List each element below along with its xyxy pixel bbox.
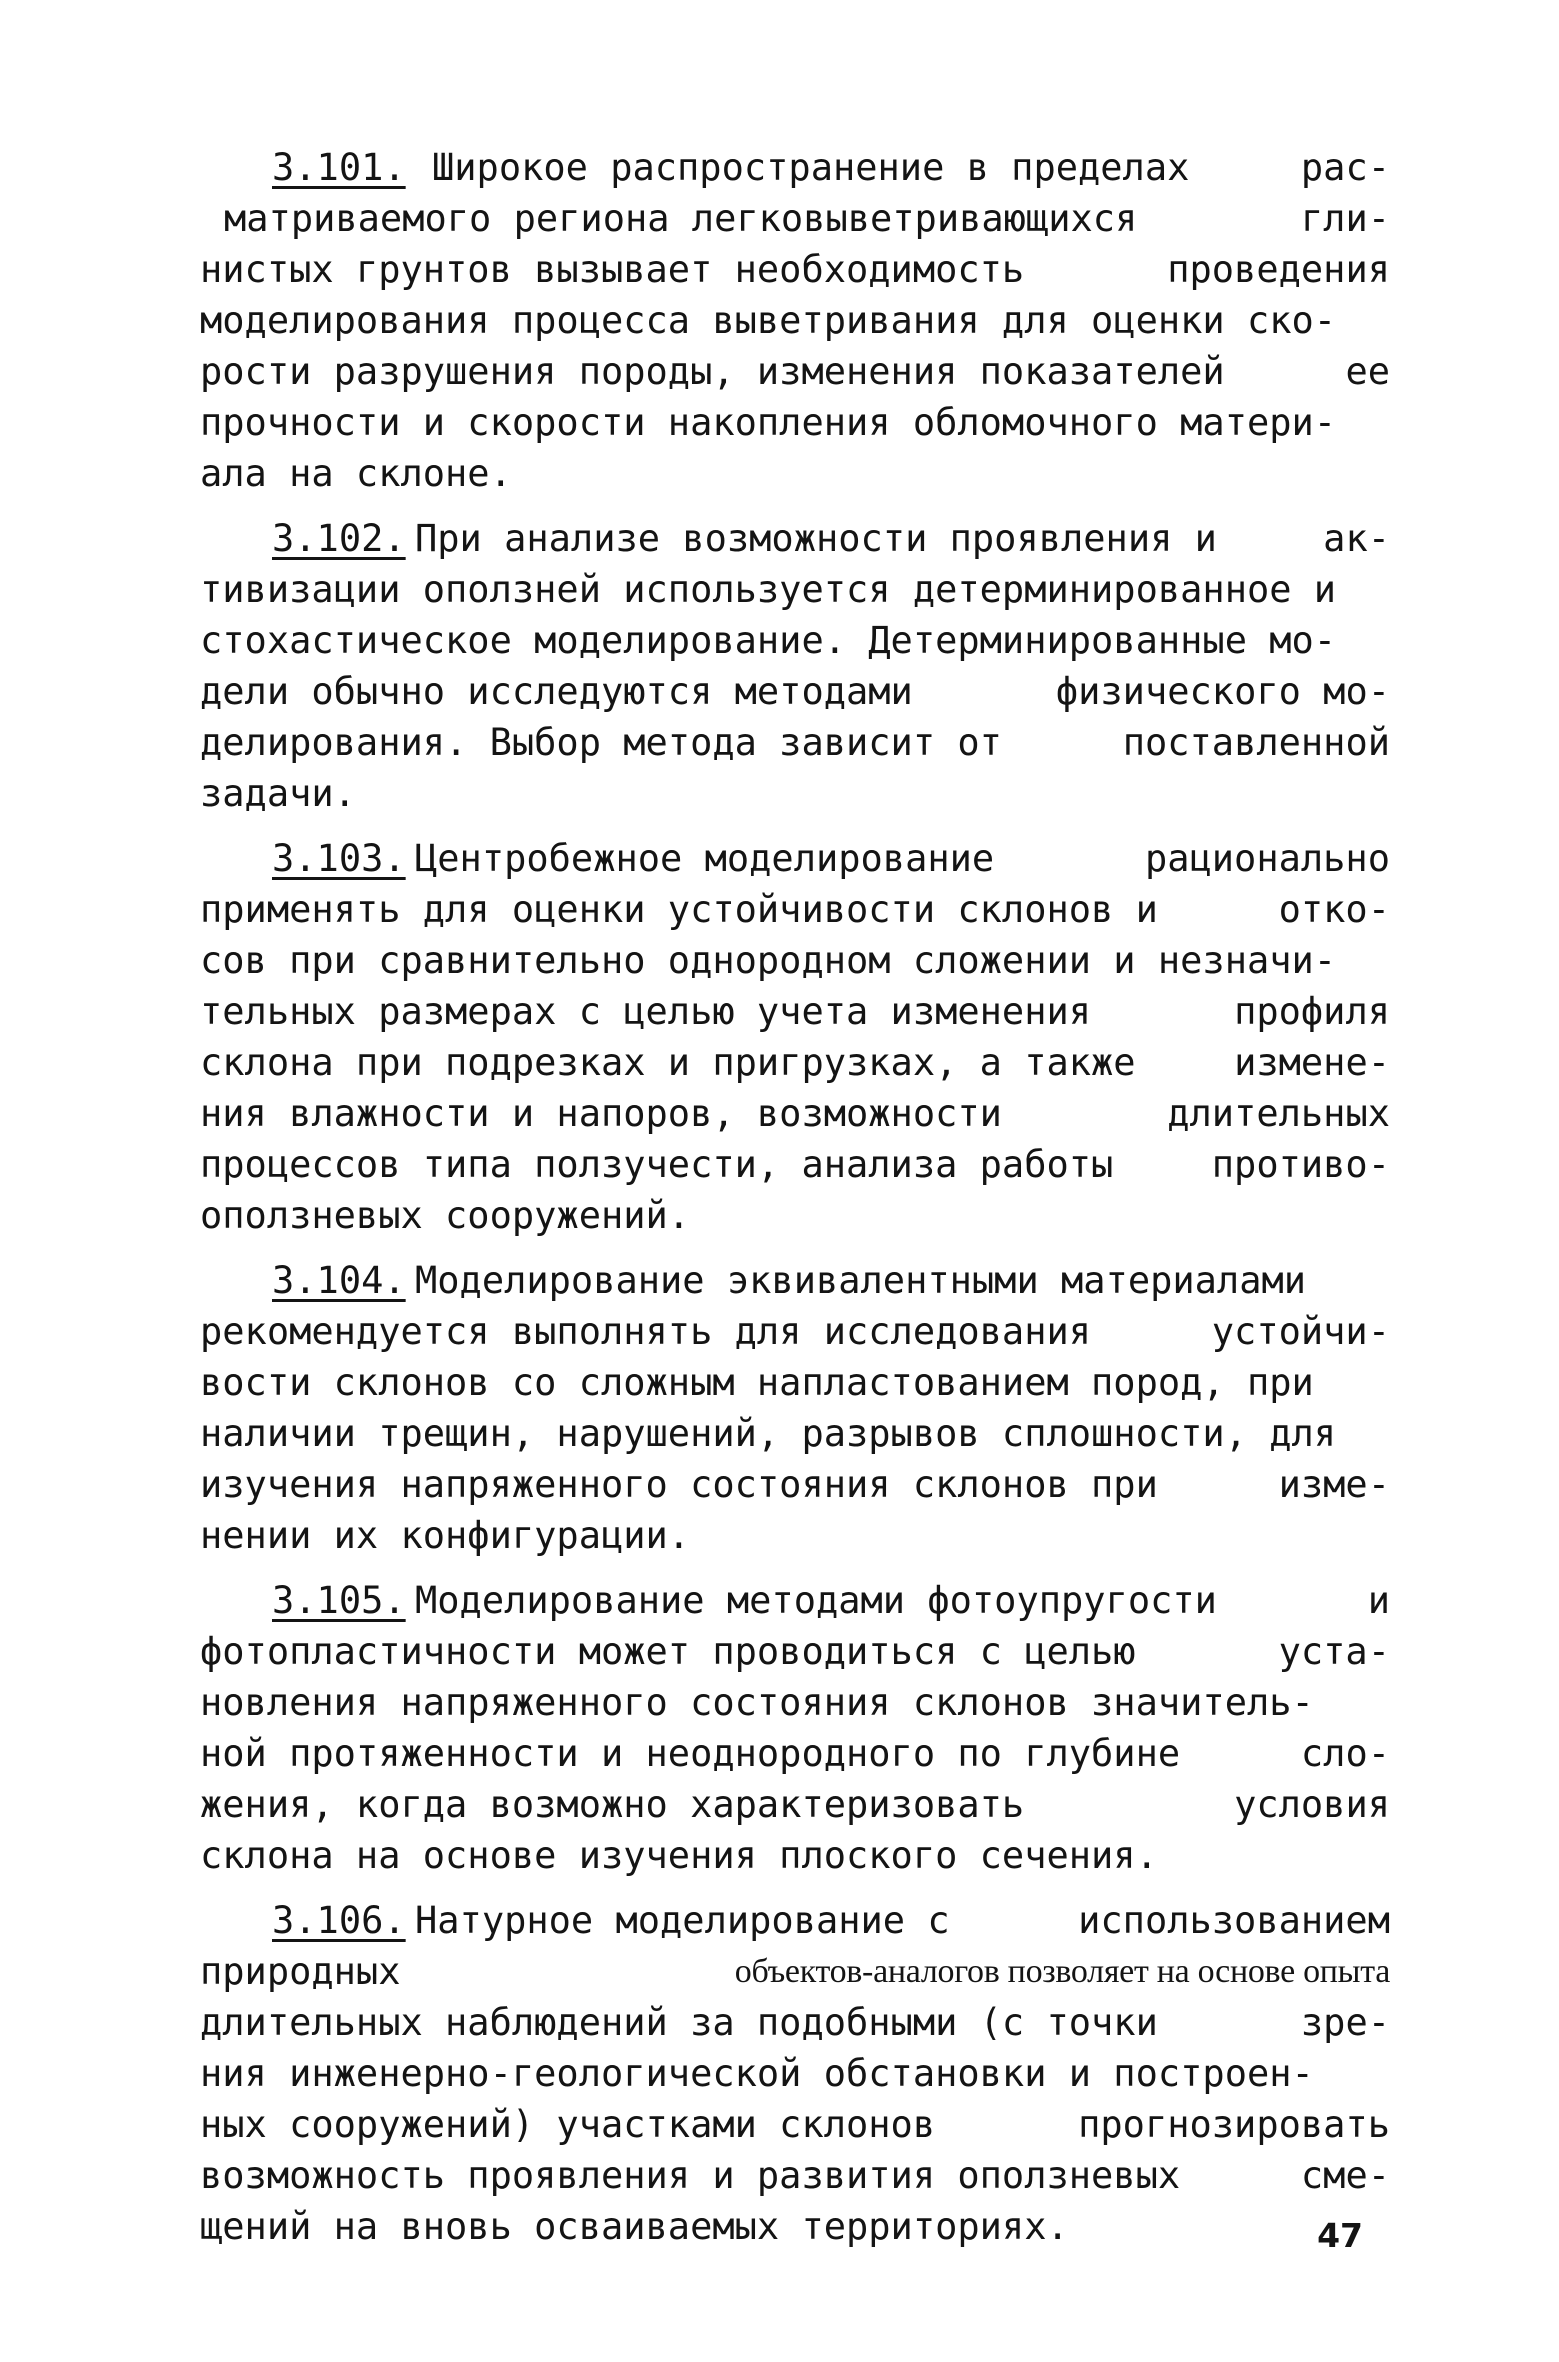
paragraph-line [200,2150,1390,2201]
line-tail: ак- [1323,517,1390,560]
paragraph-line [200,1306,1390,1357]
paragraph-line [200,884,1390,935]
line-text: матриваемого региона легковыветривающихся [224,197,1138,240]
section-number: 3.105. [272,1579,406,1622]
paragraph-line [200,1139,1390,1190]
paragraph-line [200,346,1390,397]
line-text: нистых грунтов вызывает необходимость [200,248,1025,291]
line-tail: физического мо- [1055,670,1390,713]
line-text: фотопластичности может проводиться с целью [200,1630,1136,1673]
line-text: нении их конфигурации. [200,1514,691,1557]
line-text: ной протяженности и неоднородного по глубине [200,1732,1181,1775]
paragraph-line [200,1190,1390,1241]
paragraph-line [200,1459,1390,1510]
line-text: Широкое распространение в пределах [432,146,1190,189]
paragraph-line [200,1408,1390,1459]
line-tail: и [1367,1579,1390,1622]
paragraph-line [200,768,1390,819]
line-text: природных [200,1950,401,1993]
line-text: рекомендуется выполнять для исследования [200,1310,1092,1353]
line-text: наличии трещин, нарушений, разрывов сплошности, для [200,1412,1337,1455]
paragraph-line [200,142,1390,193]
paragraph-line [200,935,1390,986]
paragraph-line [200,244,1390,295]
line-text: задачи. [200,772,356,815]
line-text: Натурное моделирование с [415,1899,950,1942]
paragraph-line [200,1830,1390,1881]
line-text: Центробежное моделирование [415,837,995,880]
line-text: длительных наблюдений за подобными (с точки [200,2001,1158,2044]
section-number: 3.102. [272,517,406,560]
paragraph-line [200,1255,1390,1306]
line-text: ных сооружений) участками склонов [200,2103,936,2146]
paragraph-line [200,1946,1390,1997]
line-text: Моделирование эквивалентными материалами [415,1259,1307,1302]
line-tail: профиля [1234,990,1390,1033]
line-text: прочности и скорости накопления обломочного матери- [200,401,1337,444]
line-text: щений на вновь осваиваемых территориях. [200,2205,1069,2248]
line-text: ния инженерно-геологической обстановки и построен- [200,2052,1314,2095]
section-number: 3.101. [272,146,406,189]
paragraph-line [200,717,1390,768]
line-tail: длительных [1167,1092,1390,1135]
line-text: тивизации оползней используется детерминированное и [200,568,1337,611]
section-number: 3.106. [272,1899,406,1942]
line-tail: отко- [1278,888,1390,931]
paragraph-line [200,2201,1390,2252]
paragraph-line [200,666,1390,717]
line-tail: рационально [1144,837,1390,880]
paragraph-line [200,1626,1390,1677]
section-number: 3.103. [272,837,406,880]
line-text: оползневых сооружений. [200,1194,691,1237]
line-text: вости склонов со сложным напластованием пород, при [200,1361,1314,1404]
line-tail: противо- [1211,1143,1390,1186]
line-text: моделирования процесса выветривания для оценки ско- [200,299,1337,342]
paragraph-line [200,448,1390,499]
line-tail: зре- [1300,2001,1390,2044]
section-number: 3.104. [272,1259,406,1302]
line-tail: сме- [1300,2154,1390,2197]
line-tail: проведения [1167,248,1390,291]
paragraph-line [200,2048,1390,2099]
paragraph-line [200,1895,1390,1946]
line-tail: изме- [1278,1463,1390,1506]
line-text: изучения напряженного состояния склонов при [200,1463,1158,1506]
line-text: делирования. Выбор метода зависит от [200,721,1002,764]
line-tail: прогнозировать [1078,2103,1390,2146]
paragraph-line [200,1037,1390,1088]
paragraph-line [200,513,1390,564]
line-text: ала на склоне. [200,452,512,495]
paragraph-line [200,1357,1390,1408]
paragraph-line [200,833,1390,884]
line-tail: использованием [1078,1899,1390,1942]
line-text: При анализе возможности проявления и [415,517,1217,560]
line-text: возможность проявления и развития оползневых [200,2154,1181,2197]
line-text: применять для оценки устойчивости склонов и [200,888,1158,931]
paragraph-line [200,1677,1390,1728]
paragraph-line [200,193,1390,244]
paragraph-line [200,295,1390,346]
line-text: дели обычно исследуются методами [200,670,913,713]
paragraph-line [200,1575,1390,1626]
paragraph-line [200,2099,1390,2150]
line-text: склона при подрезках и пригрузках, а также [200,1041,1136,1084]
paragraph-line [200,564,1390,615]
line-tail: сло- [1300,1732,1390,1775]
line-text: рости разрушения породы, изменения показателей [200,350,1225,393]
line-tail: рас- [1300,146,1390,189]
line-tail: условия [1234,1783,1390,1826]
line-text: жения, когда возможно характеризовать [200,1783,1025,1826]
paragraph-line [200,1088,1390,1139]
line-text: новления напряженного состояния склонов значитель- [200,1681,1314,1724]
body-text [200,142,1390,2252]
line-tail: уста- [1278,1630,1390,1673]
paragraph-line [200,986,1390,1037]
line-text: процессов типа ползучести, анализа работы [200,1143,1114,1186]
line-tail: гли- [1300,197,1390,240]
page-number: 47 [1317,2216,1363,2255]
line-text: Моделирование методами фотоупругости [415,1579,1217,1622]
line-text: стохастическое моделирование. Детерминированные мо- [200,619,1337,662]
line-text: ния влажности и напоров, возможности [200,1092,1002,1135]
line-tail: поставленной [1122,721,1390,764]
paragraph-line [200,615,1390,666]
line-text: склона на основе изучения плоского сечения. [200,1834,1158,1877]
line-tail: ее [1345,350,1390,393]
paragraph-line [200,1728,1390,1779]
line-text: тельных размерах с целью учета изменения [200,990,1092,1033]
paragraph-line [200,1779,1390,1830]
line-tail: объектов-аналогов позволяет на основе опыта [734,1953,1390,1990]
line-tail: измене- [1234,1041,1390,1084]
paragraph-line [200,1997,1390,2048]
paragraph-line [200,1510,1390,1561]
line-tail: устойчи- [1211,1310,1390,1353]
line-text: сов при сравнительно однородном сложении и незначи- [200,939,1337,982]
paragraph-line [200,397,1390,448]
